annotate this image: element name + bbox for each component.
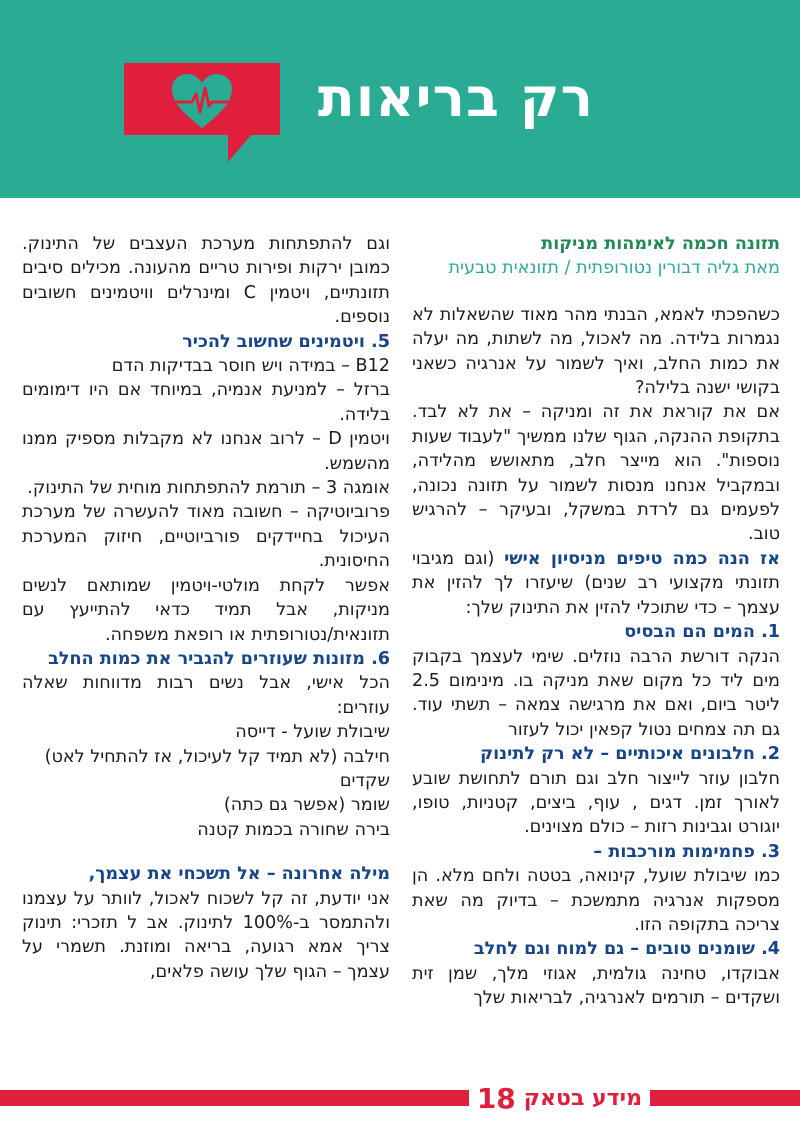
- body-paragraph: B12 – במידה ויש חוסר בבדיקות הדם: [111, 356, 390, 377]
- body-paragraph: הכל אישי, אבל נשים רבות מדווחות שאלה עוזרים:: [22, 673, 390, 718]
- body-paragraph: ויטמין D – לרוב אנחנו לא מקבלות מספיק ממנו מהשמש.: [22, 429, 390, 474]
- page-title: רק בריאות: [317, 66, 594, 129]
- body-paragraph: שקדים: [339, 770, 390, 791]
- right-column-body: [412, 303, 780, 1011]
- section-heading: 4. שומנים טובים – גם למוח וגם לחלב: [473, 939, 780, 960]
- heart-pulse-icon: [170, 72, 234, 130]
- body-paragraph: בירה שחורה בכמות קטנה: [197, 819, 390, 840]
- section-heading: 3. פחמימות מורכבות –: [593, 841, 780, 862]
- body-paragraph: וגם להתפתחות מערכת העצבים של התינוק. כמובן ירקות ופירות טריים מהעונה. מכילים סיבים תזונתיים, ויטמין C ומינרלים וויטמינים חשובים נוספים.: [22, 234, 390, 328]
- body-paragraph: פרוביוטיקה – חשובה מאוד להעשרה של מערכת העיכול בחיידקים פורביוטיים, חיזוק המערכת החיסונית.: [22, 502, 390, 572]
- title-badge-tail: [228, 134, 252, 162]
- body-paragraph: אני יודעת, זה קל לשכוח לאכול, לוותר על עצמנו ולהתמסר ב-100% לתינוק. אב ל תזכרי: תינוק צריך אמא רגועה, בריאה ומוזנת. תשמרי על עצמך – הגוף שלך עושה פלאים,: [22, 888, 391, 982]
- section-heading: 6. מזונות שעוזרים להגביר את כמות החלב: [48, 648, 390, 669]
- article-subtitle: תזונה חכמה לאימהות מניקות: [541, 234, 780, 254]
- page-number: 18: [476, 1081, 516, 1115]
- body-paragraph: אפשר לקחת מולטי-ויטמין שמותאם לנשים מניקות, אבל תמיד כדאי להתייעץ עם תזונאית/נטורופתית או רופאת משפחה.: [22, 575, 390, 645]
- section-heading: 1. המים הם הבסיס: [624, 622, 780, 643]
- body-paragraph: ברזל – למניעת אנמיה, במיוחד אם היו דימומים בלידה.: [22, 380, 390, 425]
- intro-text: (וגם מגיבוי תזונתי מקצועי רב שנים) שיעזרו לך להזין את עצמך – כדי שתוכלי להזין את התינוק שלך:: [412, 548, 780, 618]
- body-paragraph: אם את קוראת את זה ומניקה – את לא לבד. בתקופת ההנקה, הגוף שלנו ממשיך "לעבוד שעות נוספות". הוא מייצר חלב, מתאושש מהלידה, ובמקביל אנחנו מנסות לשמור על תזונה נכונה, לפעמים גם לרדת במשקל, ובעיקר – להרגיש טוב.: [412, 402, 780, 545]
- section-heading: מילה אחרונה – אל תשכחי את עצמך,: [88, 864, 390, 885]
- body-paragraph: אומגה 3 – תורמת להתפתחות מוחית של התינוק.: [27, 478, 390, 499]
- left-column-body: [22, 232, 390, 984]
- body-paragraph: אבוקדו, טחינה גולמית, אגוזי מלך, שמן זית ושקדים – תורמים לאנרגיה, לבריאות שלך: [412, 963, 780, 1009]
- article-author: מאת גליה דבורין נטורופתית / תזונאית טבעית: [448, 258, 780, 279]
- section-heading: 2. חלבונים איכותיים – לא רק לתינוק: [480, 744, 780, 765]
- footer-brand: מידע בטאק: [523, 1085, 642, 1111]
- footer-label: [469, 1082, 650, 1114]
- body-paragraph: שיבולת שועל - דייסה: [235, 722, 390, 743]
- article-column-left: [22, 232, 390, 984]
- footer-bar: [0, 1090, 800, 1106]
- left-spacer: [22, 842, 390, 862]
- body-paragraph: כמו שיבולת שועל, קינואה, בטטה ולחם מלא. הן מספקות אנרגיה מתמשכת – בדיוק מה שאת צריכה בתקופה הזו.: [412, 866, 780, 935]
- intro-bold-lead: אז הנה כמה טיפים מניסיון אישי: [504, 548, 780, 569]
- intro-paragraph: [412, 547, 780, 620]
- body-paragraph: חילבה (לא תמיד קל לעיכול, אז להתחיל לאט): [44, 746, 390, 767]
- body-paragraph: חלבון עוזר לייצור חלב וגם תורם לתחושת שובע לאורך זמן. דגים , עוף, ביצים, קטניות, טופו, יוגורט וגבינות רזות – כולם מצוינים.: [412, 768, 780, 838]
- section-heading: 5. ויטמינים שחשוב להכיר: [182, 331, 390, 352]
- body-paragraph: כשהפכתי לאמא, הבנתי מהר מאוד שהשאלות לא נגמרות בלידה. מה לאכול, מה לשתות, מה יעלה את כמות החלב, ואיך לשמור על אנרגיה כשאני בקושי ישנה בלילה?: [412, 304, 780, 399]
- body-paragraph: הנקה דורשת הרבה נוזלים. שימי לעצמך בקבוק מים ליד כל מקום שאת מניקה בו. מינימום 2.5 ליטר ביום, ואם את מרגישה צמאה – תשתי עוד. גם תה צמחים נטול קפאין יכול לעזור: [412, 646, 780, 740]
- article-column-right: [412, 232, 780, 1011]
- body-paragraph: שומר (אפשר גם כתה): [223, 795, 390, 816]
